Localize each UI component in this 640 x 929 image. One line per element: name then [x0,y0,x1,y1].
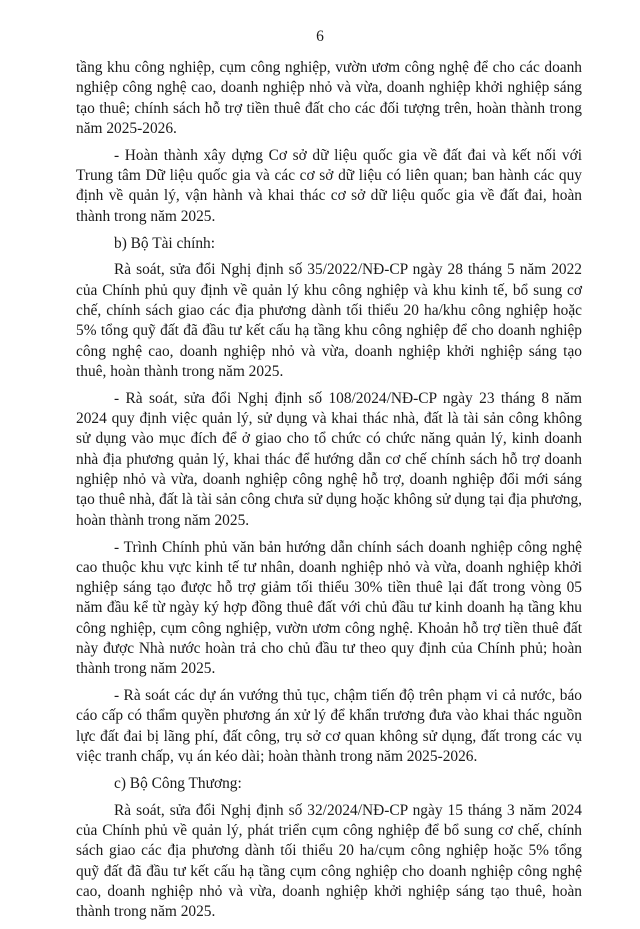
paragraph-high-tech-support: - Trình Chính phủ văn bản hướng dẫn chính sách doanh nghiệp công nghệ cao thuộc khu vực kinh tế tư nhân, doanh nghiệp nhỏ và vừa, doanh nghiệp khởi nghiệp sáng tạo được hỗ trợ giảm tối thiểu 30% tiền thuê lại đất trong vòng 05 năm đầu kể từ ngày ký hợp đồng thuê đất với chủ đầu tư kinh doanh hạ tầng khu công nghiệp, cụm công nghiệp, vườn ươm công nghệ. Khoản hỗ trợ tiền thuê đất này được Nhà nước hoàn trả cho chủ đầu tư theo quy định của Chính phủ; hoàn thành trong năm 2025. [76,538,582,678]
paragraph-decree-32-2024: Rà soát, sửa đổi Nghị định số 32/2024/NĐ-CP ngày 15 tháng 3 năm 2024 của Chính phủ về quản lý, phát triển cụm công nghiệp để bổ sung cơ chế, chính sách giao các địa phương dành tối thiểu 20 ha/cụm công nghiệp hoặc 5% tổng quỹ đất đã đầu tư kết cấu hạ tầng cụm công nghiệp cho doanh nghiệp công nghệ cao, doanh nghiệp nhỏ và vừa, doanh nghiệp khởi nghiệp sáng tạo thuê, hoàn thành trong năm 2025. [76,801,582,921]
document-body [76,58,582,929]
section-heading-ministry-of-finance: b) Bộ Tài chính: [114,234,216,252]
section-heading-ministry-of-industry-trade: c) Bộ Công Thương: [114,774,242,792]
paragraph-decree-108-2024: - Rà soát, sửa đổi Nghị định số 108/2024/NĐ-CP ngày 23 tháng 8 năm 2024 quy định việc quản lý, sử dụng và khai thác nhà, đất là tài sản công không sử dụng vào mục đích để ở giao cho tổ chức có chức năng quản lý, kinh doanh nhà địa phương quản lý, khai thác để hướng dẫn cơ chế chính sách hỗ trợ doanh nghiệp nhỏ và vừa, doanh nghiệp công nghệ hỗ trợ, doanh nghiệp đổi mới sáng tạo thuê nhà, đất là tài sản công chưa sử dụng hoặc không sử dụng tại địa phương, hoàn thành trong năm 2025. [76,389,582,529]
paragraph-decree-35-2022: Rà soát, sửa đổi Nghị định số 35/2022/NĐ-CP ngày 28 tháng 5 năm 2022 của Chính phủ quy định về quản lý khu công nghiệp và khu kinh tế, bổ sung cơ chế, chính sách giao các địa phương dành tối thiểu 20 ha/khu công nghiệp hoặc 5% tổng quỹ đất đã đầu tư kết cấu hạ tầng khu công nghiệp để cho doanh nghiệp công nghệ cao, doanh nghiệp nhỏ và vừa, doanh nghiệp khởi nghiệp sáng tạo thuê, hoàn thành trong năm 2025. [76,261,582,380]
paragraph-stalled-projects: - Rà soát các dự án vướng thủ tục, chậm tiến độ trên phạm vi cả nước, báo cáo cấp có thẩm quyền phương án xử lý để khẩn trương đưa vào khai thác nguồn lực đất đai bị lãng phí, đất công, trụ sở cơ quan không sử dụng, đất trong các vụ việc tranh chấp, vụ án kéo dài; hoàn thành trong năm 2025-2026. [76,687,582,766]
page-number: 6 [316,28,324,45]
paragraph-continuation: tầng khu công nghiệp, cụm công nghiệp, vườn ươm công nghệ để cho các doanh nghiệp công nghệ cao, doanh nghiệp nhỏ và vừa, doanh nghiệp khởi nghiệp sáng tạo thuê; chính sách hỗ trợ tiền thuê đất cho các đối tượng trên, hoàn thành trong năm 2025-2026. [76,59,582,137]
paragraph-land-database: - Hoàn thành xây dựng Cơ sở dữ liệu quốc gia về đất đai và kết nối với Trung tâm Dữ liệu quốc gia và các cơ sở dữ liệu có liên quan; ban hành các quy định về quản lý, vận hành và khai thác cơ sở dữ liệu quốc gia về đất đai, hoàn thành trong năm 2025. [76,146,582,225]
